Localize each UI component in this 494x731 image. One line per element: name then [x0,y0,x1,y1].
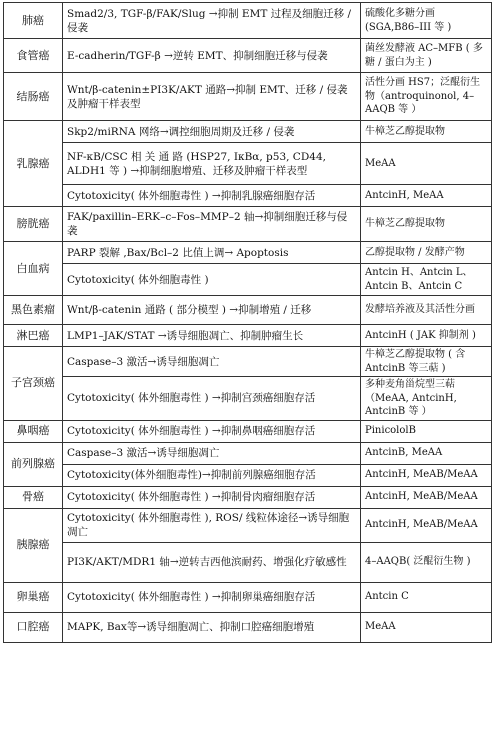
table-row [4,464,492,486]
cancer-type-cell: 鼻咽癌 [4,420,63,442]
table-row [4,73,492,121]
table-row [4,542,492,582]
active-source-cell: 牛樟芝乙醇提取物 [361,207,492,242]
table-row [4,377,492,421]
data-table [3,2,492,643]
mechanism-cell: Cytotoxicity( 体外细胞毒性 ), ROS/ 线粒体途径→诱导细胞凋亡 [63,508,361,542]
active-source-cell: 乙醇提取物 / 发酵产物 [361,242,492,264]
table-row [4,325,492,347]
mechanism-cell: NF-κB/CSC 相 关 通 路 (HSP27, IκBα, p53, CD44, ALDH1 等 ) →抑制细胞增殖、迁移及肿瘤干样表型 [63,143,361,185]
active-source-cell: 发酵培养液及其活性分画 [361,296,492,325]
mechanism-cell: PARP 裂解 ,Bax/Bcl–2 比值上调→ Apoptosis [63,242,361,264]
table-row [4,582,492,612]
active-source-cell: Antcin H、Antcin L、Antcin B、Antcin C [361,264,492,296]
active-source-cell: AntcinB, MeAA [361,442,492,464]
mechanism-cell: Cytotoxicity( 体外细胞毒性 ) →抑制宫颈癌细胞存活 [63,377,361,421]
table-row [4,207,492,242]
active-source-cell: 牛樟芝乙醇提取物 ( 含 AntcinB 等三萜 ) [361,347,492,377]
cancer-type-cell: 淋巴癌 [4,325,63,347]
cancer-type-cell: 食管癌 [4,39,63,73]
table-row [4,242,492,264]
cancer-type-cell: 子宫颈癌 [4,347,63,421]
table-row [4,264,492,296]
cancer-type-cell: 肺癌 [4,3,63,39]
table-row [4,185,492,207]
table-row [4,508,492,542]
mechanism-cell: LMP1–JAK/STAT →诱导细胞凋亡、抑制肿瘤生长 [63,325,361,347]
mechanism-cell: Cytotoxicity( 体外细胞毒性 ) [63,264,361,296]
table-body [4,3,492,643]
active-source-cell: AntcinH, MeAA [361,185,492,207]
mechanism-cell: Cytotoxicity( 体外细胞毒性 ) →抑制鼻咽癌细胞存活 [63,420,361,442]
active-source-cell: AntcinH, MeAB/MeAA [361,486,492,508]
mechanism-cell: Cytotoxicity(体外细胞毒性)→抑制前列腺癌细胞存活 [63,464,361,486]
mechanism-cell: Cytotoxicity( 体外细胞毒性 ) →抑制乳腺癌细胞存活 [63,185,361,207]
cancer-type-cell: 膀胱癌 [4,207,63,242]
mechanism-cell: Skp2/miRNA 网络→调控细胞周期及迁移 / 侵袭 [63,121,361,143]
active-source-cell: Antcin C [361,582,492,612]
cancer-type-cell: 前列腺癌 [4,442,63,486]
mechanism-cell: MAPK, Bax等→诱导细胞凋亡、抑制口腔癌细胞增殖 [63,612,361,642]
mechanism-cell: Cytotoxicity( 体外细胞毒性 ) →抑制骨肉瘤细胞存活 [63,486,361,508]
cancer-type-cell: 骨癌 [4,486,63,508]
table-row [4,3,492,39]
table-row [4,420,492,442]
active-source-cell: 多种麦角甾烷型三萜（MeAA, AntcinH, AntcinB 等 ） [361,377,492,421]
active-source-cell: AntcinH, MeAB/MeAA [361,508,492,542]
cancer-type-cell: 口腔癌 [4,612,63,642]
table-row [4,347,492,377]
active-source-cell: AntcinH ( JAK 抑制剂 ) [361,325,492,347]
mechanism-cell: FAK/paxillin–ERK–c–Fos–MMP–2 轴→抑制细胞迁移与侵袭 [63,207,361,242]
table-row [4,143,492,185]
cancer-type-cell: 黑色素瘤 [4,296,63,325]
cancer-type-cell: 乳腺癌 [4,121,63,207]
cancer-type-cell: 结肠癌 [4,73,63,121]
active-source-cell: 菌丝发酵液 AC–MFB ( 多糖 / 蛋白为主 ) [361,39,492,73]
mechanism-cell: Cytotoxicity( 体外细胞毒性 ) →抑制卵巢癌细胞存活 [63,582,361,612]
mechanism-cell: Wnt/β-catenin±PI3K/AKT 通路→抑制 EMT、迁移 / 侵袭及肿瘤干样表型 [63,73,361,121]
table-row [4,121,492,143]
mechanism-cell: E-cadherin/TGF-β →逆转 EMT、抑制细胞迁移与侵袭 [63,39,361,73]
table-row [4,486,492,508]
table-row [4,612,492,642]
active-source-cell: AntcinH, MeAB/MeAA [361,464,492,486]
active-source-cell: 活性分画 HS7；泛醌衍生物（antroquinonol, 4–AAQB 等 ） [361,73,492,121]
mechanism-cell: Smad2/3, TGF-β/FAK/Slug →抑制 EMT 过程及细胞迁移 / 侵袭 [63,3,361,39]
cancer-type-cell: 胰腺癌 [4,508,63,582]
active-source-cell: MeAA [361,143,492,185]
cancer-type-cell: 白血病 [4,242,63,296]
active-source-cell: 牛樟芝乙醇提取物 [361,121,492,143]
table-row [4,39,492,73]
active-source-cell: MeAA [361,612,492,642]
table-row [4,296,492,325]
table-row [4,442,492,464]
mechanism-cell: Caspase–3 激活→诱导细胞凋亡 [63,442,361,464]
active-source-cell: 硫酸化多糖分画 (SGA,B86–III 等 ) [361,3,492,39]
mechanism-cell: Caspase–3 激活→诱导细胞凋亡 [63,347,361,377]
mechanism-cell: PI3K/AKT/MDR1 轴→逆转吉西他滨耐药、增强化疗敏感性 [63,542,361,582]
cancer-type-cell: 卵巢癌 [4,582,63,612]
active-source-cell: PinicololB [361,420,492,442]
active-source-cell: 4–AAQB( 泛醌衍生物 ) [361,542,492,582]
mechanism-cell: Wnt/β-catenin 通路 ( 部分模型 ) →抑制增殖 / 迁移 [63,296,361,325]
